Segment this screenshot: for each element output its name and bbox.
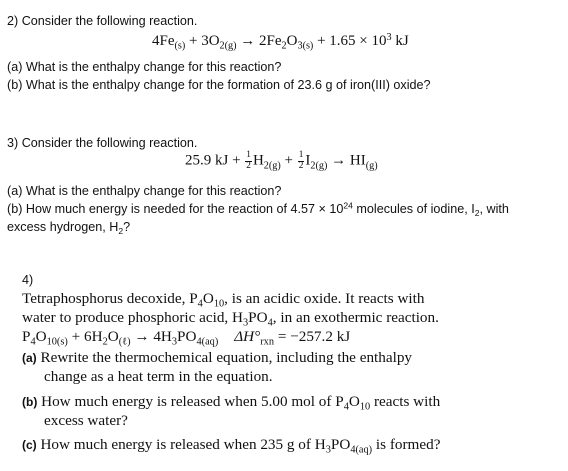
fraction-half: $\frac{1}{2}$ [298, 150, 304, 171]
q3-equation: 25.9 kJ + $\frac{1}{2}$ $H_{2(g)}$ + $\frac{1}{2}$ $I_{2(g)} \to HI_{(g)}$ [185, 150, 378, 172]
q3-heading: 3) Consider the following reaction. [7, 136, 198, 150]
q4-part-b: (b) How much energy is released when 5.00 mol of $P_4O_{10}$ reacts with [22, 393, 441, 413]
q4-part-a-line2: change as a heat term in the equation. [44, 368, 273, 385]
q3-part-a: (a) What is the enthalpy change for this reaction? [7, 184, 282, 198]
q2-part-b: (b) What is the enthalpy change for the formation of 23.6 g of iron(III) oxide? [7, 78, 431, 92]
q2-heading: 2) Consider the following reaction. [7, 14, 198, 28]
q4-part-c: (c) How much energy is released when 235 g of $H_3PO_{4(aq)}$ is formed? [22, 436, 441, 456]
q4-paragraph-line1: Tetraphosphorus decoxide, $P_4O_{10}$, is an acidic oxide. It reacts with [22, 290, 425, 310]
q4-part-a-marker: (a) [22, 351, 37, 365]
q4-part-c-marker: (c) [22, 438, 37, 452]
q2-equation: $4Fe_{(s)} + 3O_{2(g)} \to 2Fe_2O_{3(s)} + 1.65 \times 10^3$ kJ [152, 31, 409, 52]
q4-part-b-line2: excess water? [44, 412, 128, 429]
q3-part-b-line2: excess hydrogen, $H_2$? [7, 220, 131, 236]
q2-part-a: (a) What is the enthalpy change for this reaction? [7, 60, 282, 74]
q4-paragraph-line2: water to produce phosphoric acid, $H_3PO_4$, in an exothermic reaction. [22, 309, 439, 329]
q4-part-a: (a) Rewrite the thermochemical equation, including the enthalpy [22, 349, 413, 366]
q4-part-b-marker: (b) [22, 395, 38, 409]
fraction-half: $\frac{1}{2}$ [246, 150, 251, 171]
q3-part-b: (b) How much energy is needed for the reaction of $4.57 \times 10^{24}$ molecules of iodine, $I_2$, with [7, 200, 509, 218]
q4-heading: 4) [22, 273, 34, 287]
q4-equation: $P_4O_{10(s)} + 6H_2O_{(\ell)} \to 4H_3PO_{4(aq)}$ $\Delta H^\circ_{rxn} = -257.2$ kJ [22, 328, 351, 348]
